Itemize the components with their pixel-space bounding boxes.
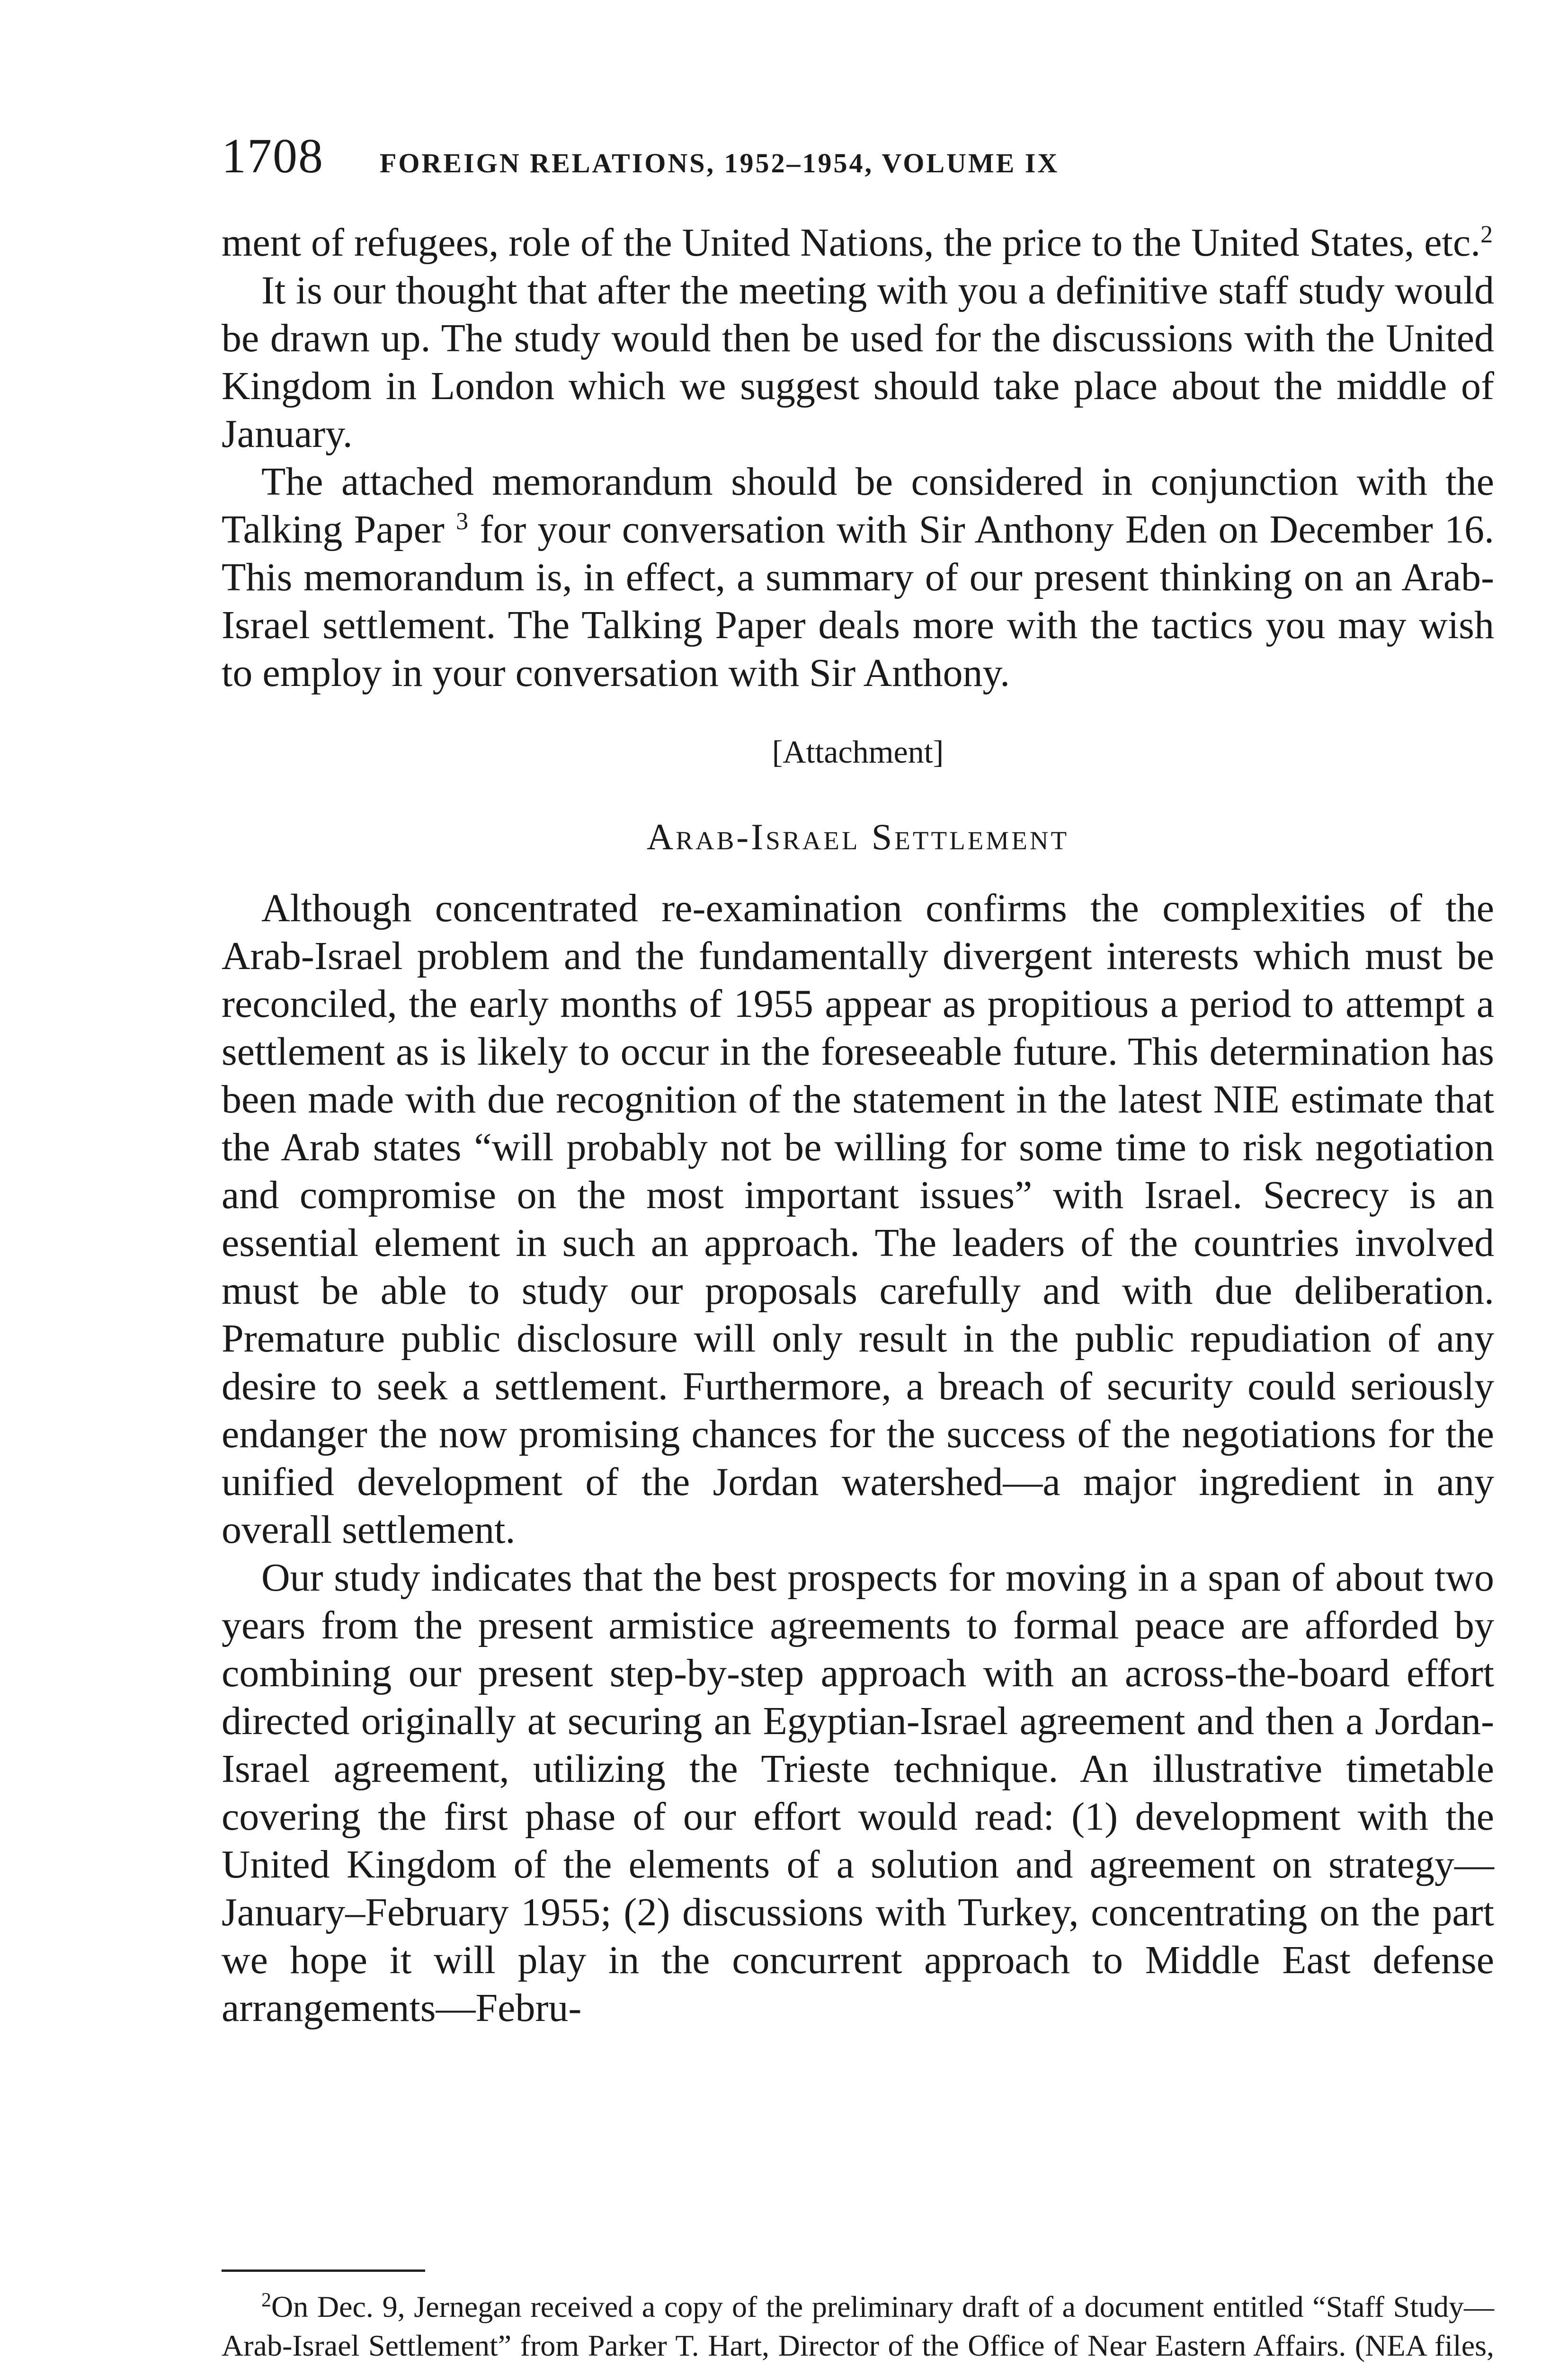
- page-number: 1708: [222, 129, 324, 183]
- paragraph-3-part2: for your conversation with Sir Anthony Eden on December 16. This memorandum is, in effect, a summary of our present thinking on an Arab-Israel settlement. The Talking Paper deals more with the tactics you may wish to employ in your conversation with Sir Anthony.: [222, 507, 1494, 695]
- section-title: Arab-Israel Settlement: [646, 816, 1069, 857]
- footnote-2: [222, 2287, 1494, 2367]
- page-header: [222, 128, 1500, 184]
- footnote-2-marker: 2: [261, 2289, 271, 2311]
- footnote-ref-3[interactable]: 3: [456, 508, 469, 535]
- paragraph-1-text: ment of refugees, role of the United Nations, the price to the United States, etc.: [222, 221, 1481, 265]
- paragraph-1: [222, 219, 1494, 267]
- paragraph-3-part1: The attached memorandum should be considered in conjunction with the Talking Paper: [222, 460, 1494, 552]
- paragraph-4: Although concentrated re-examination confirms the complexities of the Arab-Israel problem and the fundamentally divergent interests which must be reconciled, the early months of 1955 appear as propitious a period to attempt a settlement as is likely to occur in the foreseeable future. This determination has been made with due recognition of the statement in the latest NIE estimate that the Arab states “will probably not be willing for some time to risk negotiation and compromise on the most important issues” with Israel. Secrecy is an essential element in such an approach. The leaders of the countries involved must be able to study our proposals carefully and with due deliberation. Premature public disclosure will only result in the public repudiation of any desire to seek a settlement. Furthermore, a breach of security could seriously endanger the now promising chances for the success of the negotiations for the unified development of the Jordan watershed—a major ingredient in any overall settlement.: [222, 886, 1494, 1552]
- footnote-ref-2[interactable]: 2: [1480, 221, 1493, 248]
- footnote-2-text: On Dec. 9, Jernegan received a copy of the preliminary draft of a document entitled “Staff Study—Arab-Israel Settlement” from Parker T. Hart, Director of the Office of Near Eastern Affairs. (NEA files,: [222, 2290, 1494, 2362]
- attachment-label: [Attachment]: [772, 734, 944, 770]
- paragraph-3: [222, 458, 1494, 697]
- footnotes: [222, 2287, 1494, 2367]
- paragraph-2: It is our thought that after the meeting with you a definitive staff study would be drawn up. The study would then be used for the discussions with the United Kingdom in London which we suggest should take place about the middle of January.: [222, 268, 1494, 456]
- running-head: FOREIGN RELATIONS, 1952–1954, VOLUME IX: [380, 148, 1060, 178]
- paragraph-5: Our study indicates that the best prospects for moving in a span of about two years from the present armistice agreements to formal peace are afforded by combining our present step-by-step approach with an across-the-board effort directed originally at securing an Egyptian-Israel agreement and then a Jordan-Israel agreement, utilizing the Trieste technique. An illustrative timetable covering the first phase of our effort would read: (1) development with the United Kingdom of the elements of a solution and agreement on strategy—January–February 1955; (2) discussions with Turkey, concentrating on the part we hope it will play in the concurrent approach to Middle East defense arrangements—Febru-: [222, 1556, 1494, 2030]
- footnote-divider: [222, 2269, 425, 2272]
- body-text: [222, 219, 1494, 2032]
